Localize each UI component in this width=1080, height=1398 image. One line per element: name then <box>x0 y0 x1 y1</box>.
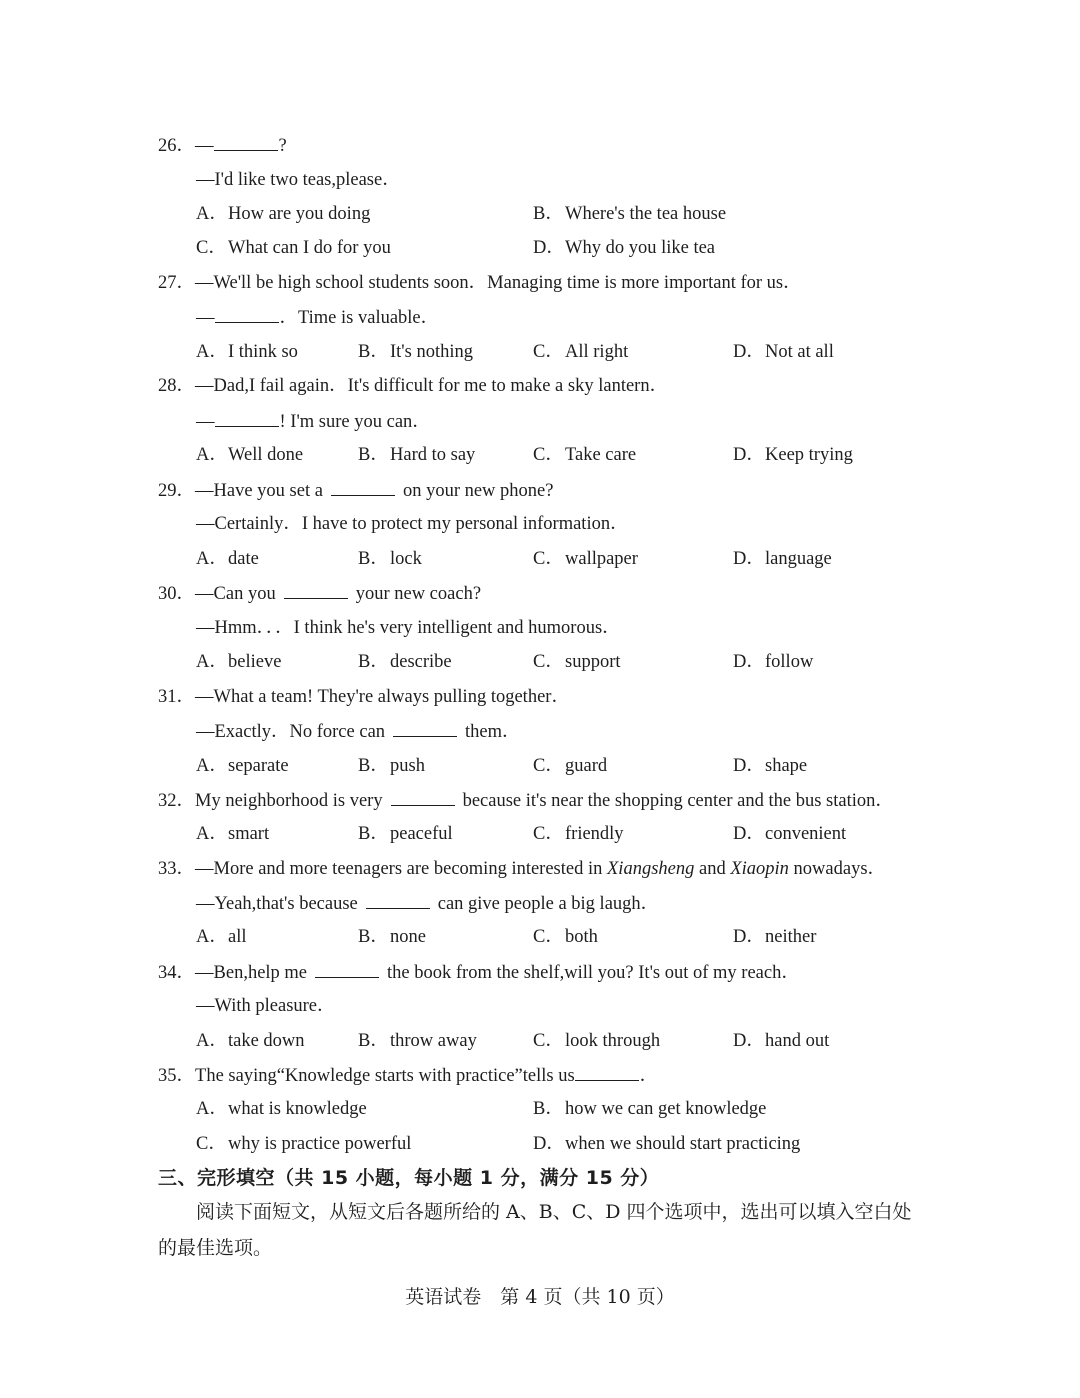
option-b: B．Where's the tea house <box>533 204 727 224</box>
option-a: A．Well done <box>196 445 304 465</box>
question-number: 32． <box>158 791 196 811</box>
question-number: 28． <box>158 376 196 396</box>
question-number: 31． <box>158 687 196 707</box>
question-31-line1: 31．—What a team! They're always pulling together． <box>158 687 570 707</box>
option-d: D．Why do you like tea <box>533 238 716 258</box>
answer-blank <box>214 134 278 151</box>
question-34-line1: 34．—Ben,help me the book from the shelf,will you? It's out of my reach． <box>158 963 800 983</box>
question-number: 30． <box>158 584 196 604</box>
option-c: C．wallpaper <box>533 549 638 569</box>
question-28-line2: — ! I'm sure you can． <box>196 412 431 432</box>
question-33-line2: —Yeah,that's because can give people a big laugh． <box>196 894 660 914</box>
option-c: C．Take care <box>533 445 637 465</box>
page-footer: 英语试卷 第 4 页（共 10 页） <box>405 1286 675 1308</box>
question-number: 33． <box>158 859 196 879</box>
question-30-line2: —Hmm．．．I think he's very intelligent and humorous． <box>196 618 621 638</box>
option-c: C．All right <box>533 342 629 362</box>
answer-blank <box>575 1064 639 1081</box>
question-number: 34． <box>158 963 196 983</box>
option-a: A．date <box>196 549 259 569</box>
question-number: 27． <box>158 273 196 293</box>
question-number: 35． <box>158 1066 196 1086</box>
answer-blank <box>215 410 279 427</box>
question-28-line1: 28．—Dad,I fail again．It's difficult for me to make a sky lantern． <box>158 376 669 396</box>
option-b: B．lock <box>358 549 422 569</box>
option-c: C．both <box>533 927 598 947</box>
option-a: A．I think so <box>196 342 298 362</box>
option-b: B．describe <box>358 652 452 672</box>
instructions-paragraph: 阅读下面短文，从短文后各题所给的 A、B、C、D 四个选项中，选出可以填入空白处的最佳选项。 <box>158 1201 912 1259</box>
option-d: D．shape <box>733 756 808 776</box>
option-b: B．It's nothing <box>358 342 473 362</box>
answer-blank <box>284 582 348 599</box>
option-a: A．all <box>196 927 247 947</box>
option-a: A．believe <box>196 652 282 672</box>
answer-blank <box>215 306 279 323</box>
question-34-line2: —With pleasure． <box>196 996 336 1016</box>
question-27-line1: 27．—We'll be high school students soon．Managing time is more important for us． <box>158 273 802 293</box>
question-26-line1: 26．— ? <box>158 136 287 156</box>
question-26-line2: —I'd like two teas,please． <box>196 170 401 190</box>
option-a: A．take down <box>196 1031 305 1051</box>
question-27-line2: — ．Time is valuable． <box>196 308 440 328</box>
question-29-line2: —Certainly．I have to protect my personal information． <box>196 514 629 534</box>
question-32-line1: 32．My neighborhood is very because it's near the shopping center and the bus station． <box>158 791 894 811</box>
option-b: B．throw away <box>358 1031 477 1051</box>
section-heading: 三、完形填空（共 15 小题，每小题 1 分，满分 15 分） <box>158 1167 660 1189</box>
option-d: D．Keep trying <box>733 445 853 465</box>
option-d: D．Not at all <box>733 342 834 362</box>
question-29-line1: 29．—Have you set a on your new phone? <box>158 481 554 501</box>
option-d: D．when we should start practicing <box>533 1134 801 1154</box>
option-d: D．language <box>733 549 832 569</box>
option-c: C．look through <box>533 1031 661 1051</box>
option-b: B．push <box>358 756 425 776</box>
question-31-line2: —Exactly．No force can them． <box>196 722 521 742</box>
option-a: A．separate <box>196 756 289 776</box>
option-d: D．neither <box>733 927 817 947</box>
option-d: D．convenient <box>733 824 847 844</box>
option-a: A．what is knowledge <box>196 1099 367 1119</box>
question-number: 26． <box>158 136 196 156</box>
option-b: B．none <box>358 927 426 947</box>
option-c: C．why is practice powerful <box>196 1134 412 1154</box>
question-33-line1: 33．—More and more teenagers are becoming interested in Xiangsheng and Xiaopin nowadays． <box>158 859 887 879</box>
answer-blank <box>391 789 455 806</box>
option-d: D．follow <box>733 652 814 672</box>
answer-blank <box>366 892 430 909</box>
option-c: C．support <box>533 652 621 672</box>
question-number: 29． <box>158 481 196 501</box>
option-c: C．What can I do for you <box>196 238 391 258</box>
option-c: C．friendly <box>533 824 624 844</box>
answer-blank <box>331 479 395 496</box>
option-d: D．hand out <box>733 1031 830 1051</box>
option-b: B．Hard to say <box>358 445 476 465</box>
question-30-line1: 30．—Can you your new coach? <box>158 584 482 604</box>
option-a: A．How are you doing <box>196 204 371 224</box>
option-b: B．peaceful <box>358 824 453 844</box>
question-35-line1: 35．The saying“Knowledge starts with practice”tells us ． <box>158 1066 659 1086</box>
option-c: C．guard <box>533 756 608 776</box>
option-a: A．smart <box>196 824 270 844</box>
answer-blank <box>393 720 457 737</box>
option-b: B．how we can get knowledge <box>533 1099 767 1119</box>
answer-blank <box>315 961 379 978</box>
